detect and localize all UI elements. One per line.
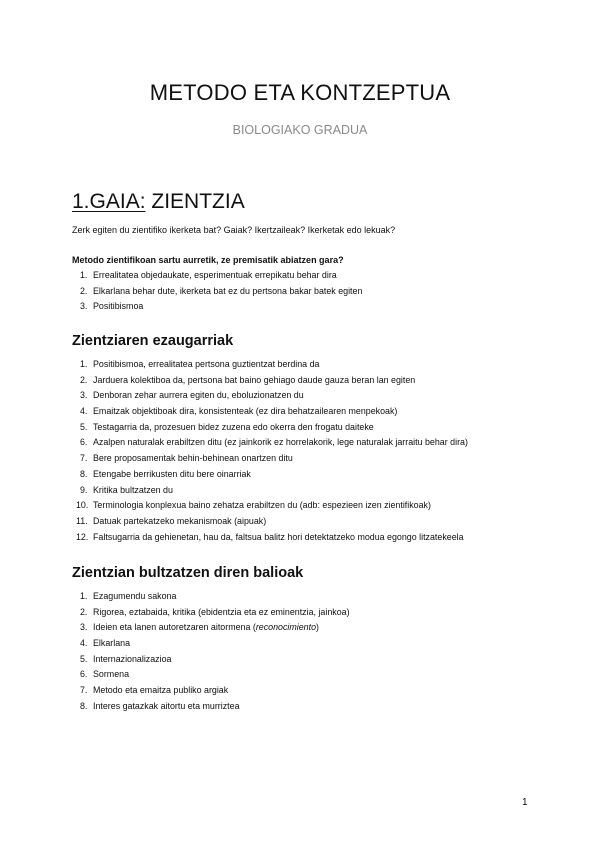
list-item-number: 4.	[80, 406, 88, 417]
list-item-text: Faltsugarria da gehienetan, hau da, faltsua balitz hori detektatzeko modua egongo litzatekeela	[93, 531, 464, 542]
list-item-text: Kritika bultzatzen du	[93, 484, 173, 495]
list-item-text: Positibismoa	[93, 301, 144, 312]
list-item-number: 11.	[76, 515, 88, 526]
list-item-text: Rigorea, eztabaida, kritika (ebidentzia eta ez eminentzia, jainkoa)	[93, 606, 350, 617]
intro-questions: Zerk egiten du zientifiko ikerketa bat? Gaiak? Ikertzaileak? Ikerketak edo lekuak?	[72, 225, 396, 235]
list-item-number: 3.	[80, 622, 88, 633]
document-title: METODO ETA KONTZEPTUA	[149, 80, 451, 105]
list-item-text: Elkarlana	[93, 638, 130, 649]
list-item-text: Ideien eta lanen autoretzaren aitormena (reconocimiento)	[93, 622, 319, 633]
list-item-text: Errealitatea objedaukate, esperimentuak errepikatu behar dira	[93, 270, 337, 280]
list-item-number: 5.	[80, 421, 88, 432]
list-item-text: Metodo eta emaitza publiko argiak	[93, 685, 229, 696]
list-item-number: 1.	[80, 591, 88, 601]
list-item-text: Etengabe berrikusten ditu bere oinarriak	[93, 468, 251, 479]
list-item-text: Interes gatazkak aitortu eta murriztea	[93, 700, 240, 711]
list-item-number: 1.	[80, 359, 88, 369]
list-item-text: Terminologia konplexua baino zehatza erabiltzen du (adb: espezieen izen zientifikoak)	[93, 500, 431, 511]
list-item-text: Internazionalizazioa	[93, 653, 172, 664]
list-item-text: Ezagumendu sakona	[93, 591, 177, 601]
list-item-number: 10.	[76, 500, 89, 511]
list-item-number: 7.	[80, 453, 88, 464]
list-item-text: Sormena	[93, 669, 130, 680]
list-item-text: Datuak partekatzeko mekanismoak (aipuak)	[93, 515, 267, 526]
chapter-number: 1.GAIA:	[72, 190, 146, 213]
chapter-name: ZIENTZIA	[151, 190, 245, 213]
list-item-number: 9.	[80, 484, 88, 495]
list-item-number: 2.	[80, 606, 88, 617]
document-subtitle: BIOLOGIAKO GRADUA	[232, 123, 368, 137]
list-item-text: Elkarlana behar dute, ikerketa bat ez du pertsona bakar batek egiten	[93, 285, 363, 296]
emphasis-text: reconocimiento	[255, 622, 317, 633]
list-item-text: Bere proposamentak behin-behinean onartzen ditu	[93, 453, 293, 464]
list-item-number: 3.	[80, 390, 88, 401]
list-item-number: 3.	[80, 301, 88, 312]
list-item-number: 2.	[80, 285, 88, 296]
list-item-text: Jarduera kolektiboa da, pertsona bat baino gehiago daude gauza beran lan egiten	[93, 374, 416, 385]
chapter-heading	[72, 190, 245, 214]
list-item-number: 8.	[80, 468, 88, 479]
prereq-heading: Metodo zientifikoan sartu aurretik, ze premisatik abiatzen gara?	[72, 255, 344, 265]
section-heading-balioak: Zientzian bultzatzen diren balioak	[72, 565, 304, 581]
list-item-number: 8.	[80, 700, 88, 711]
list-item-number: 5.	[80, 653, 88, 664]
list-item-text: Azalpen naturalak erabiltzen ditu (ez jainkorik ez horrelakorik, lege naturalak jarraitu behar dira)	[93, 437, 468, 448]
list-item-number: 2.	[80, 374, 88, 385]
list-item-number: 6.	[80, 669, 88, 680]
list-item-number: 1.	[80, 270, 88, 280]
list-item-text: Denboran zehar aurrera egiten du, eboluzionatzen du	[93, 390, 304, 401]
list-item-number: 4.	[80, 638, 88, 649]
page-number: 1	[522, 797, 528, 808]
list-item-number: 12.	[76, 531, 89, 542]
list-item-number: 6.	[80, 437, 88, 448]
list-item-text: Positibismoa, errealitatea pertsona guztientzat berdina da	[93, 359, 320, 369]
list-item-number: 7.	[80, 685, 88, 696]
list-item-text: Testagarria da, prozesuen bidez zuzena edo okerra den frogatu daiteke	[93, 421, 374, 432]
list-item-text: Emaitzak objektiboak dira, konsistenteak (ez dira behatzailearen menpekoak)	[93, 406, 398, 417]
section-heading-ezaugarriak: Zientziaren ezaugarriak	[72, 333, 234, 349]
